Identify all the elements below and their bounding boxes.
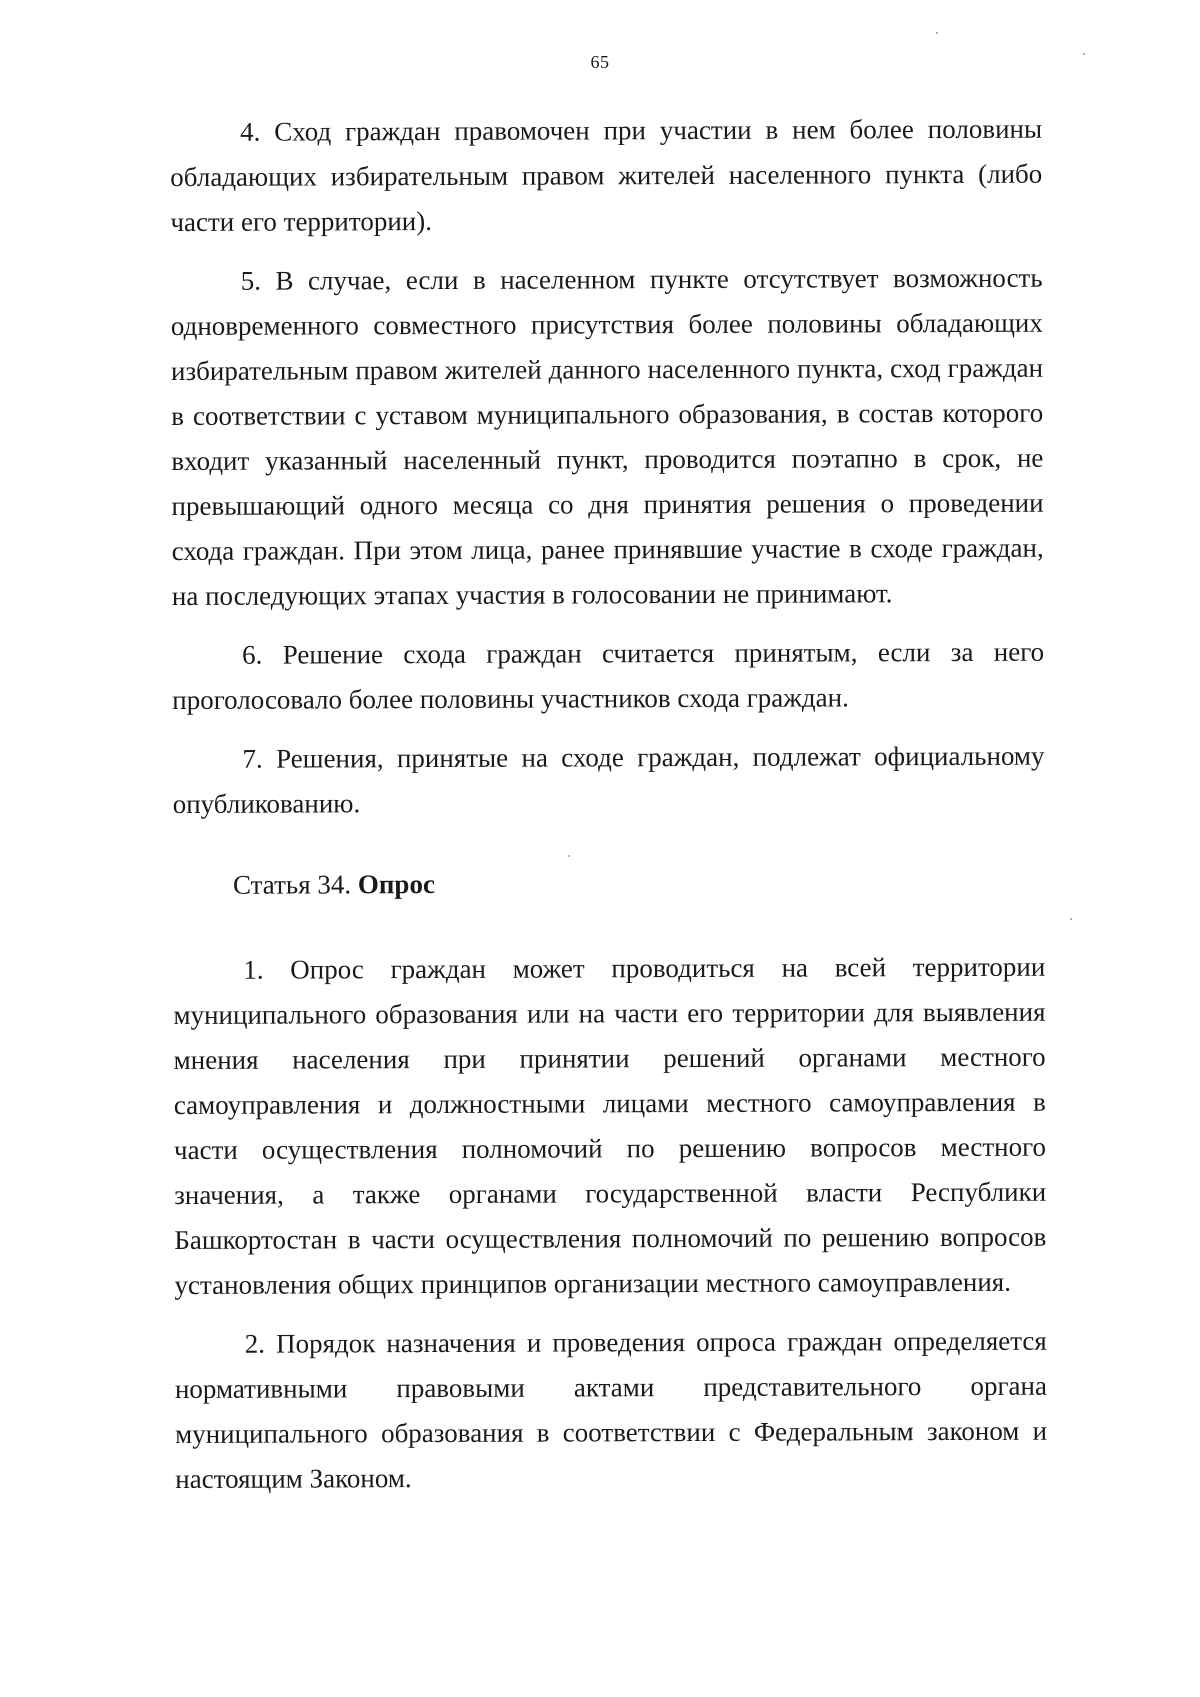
scan-speck [1083,53,1085,55]
document-body [170,107,1047,1516]
page-number: 65 [590,52,610,72]
scan-speck [936,32,938,34]
paragraph-7: 7. Решения, принятые на сходе граждан, подлежат официальному опубликованию. [172,740,1045,819]
article-number: Статья 34. [232,869,358,900]
scan-speck [1070,918,1072,920]
scan-speck [568,855,570,857]
article-paragraph-2: 2. Порядок назначения и проведения опроса граждан определяется нормативными правовыми актами представительного органа муниципального образования в соответствии с Федеральным законом и настоящим Законом. [174,1325,1048,1494]
article-paragraph-1: 1. Опрос граждан может проводиться на всей территории муниципального образования или на части его территории для выявления мнения населения при принятии решений органами местного самоуправления и должностными лицами местного самоуправления в части осуществления полномочий по решению вопросов местного значения, а также органами государственной власти Республики Башкортостан в части осуществления полномочий по решению вопросов установления общих принципов организации местного самоуправления. [173,951,1047,1300]
paragraph-5: 5. В случае, если в населенном пункте отсутствует возможность одновременного совместного присутствия более половины обладающих избирательным правом жителей данного населенного пункта, сход граждан в соответствии с уставом муниципального образования, в состав которого входит указанный населенный пункт, проводится поэтапно в срок, не превышающий одного месяца со дня принятия решения о проведении схода граждан. При этом лица, ранее принявшие участие в сходе граждан, на последующих этапах участия в голосовании не принимают. [170,262,1044,611]
paragraph-4: 4. Сход граждан правомочен при участии в нем более половины обладающих избирательным правом жителей населенного пункта (либо части его территории). [170,113,1043,237]
article-heading [173,860,1045,908]
article-title: Опрос [357,868,435,900]
paragraph-6: 6. Решение схода граждан считается принятым, если за него проголосовало более половины участников схода граждан. [172,636,1045,715]
